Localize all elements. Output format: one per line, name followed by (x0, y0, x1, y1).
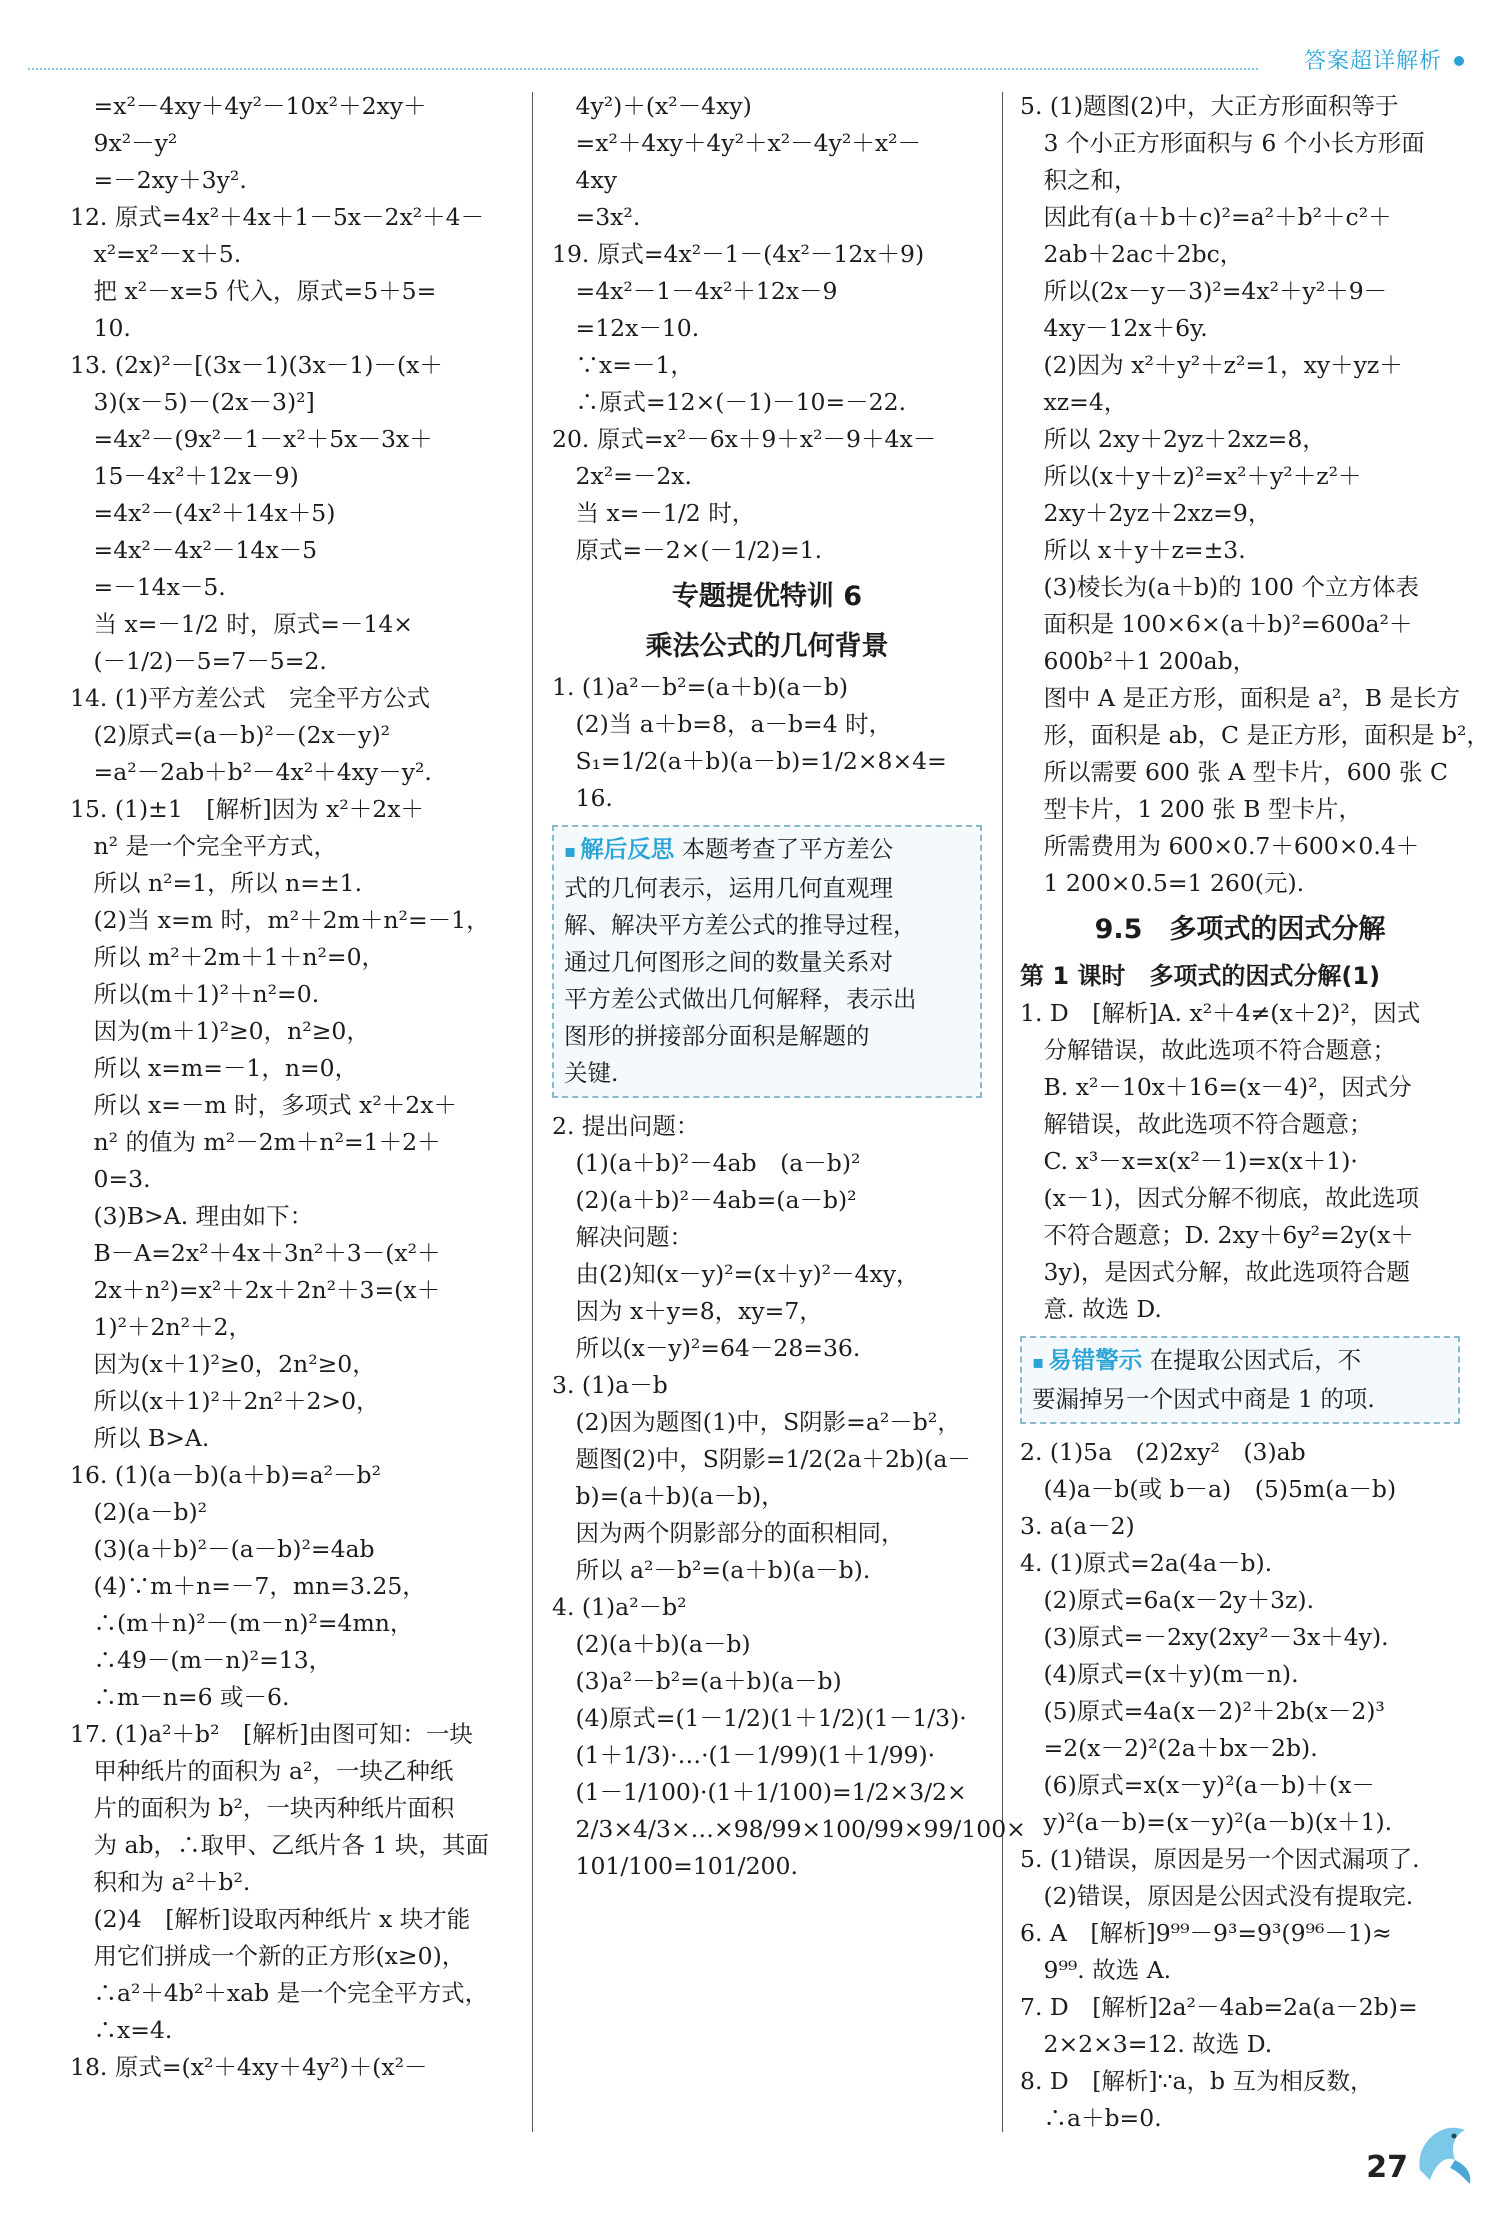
text-line: 要漏掉另一个因式中商是 1 的项. (1032, 1385, 1375, 1413)
text-line: 9x²－y² (70, 129, 178, 157)
text-line: 面积是 100×6×(a＋b)²=600a²＋ (1020, 610, 1413, 638)
text-line: 4. (1)原式=2a(4a－b). (1020, 1549, 1273, 1577)
text-line: 题图(2)中，S阴影=1/2(2a＋2b)(a－ (552, 1445, 971, 1473)
text-line: ∴a＋b=0. (1020, 2104, 1162, 2132)
text-line: 4xy (552, 166, 617, 194)
text-line: 1)²＋2n²＋2， (70, 1313, 252, 1341)
text-line: =－2xy＋3y². (70, 166, 247, 194)
header-dot-icon (1454, 56, 1464, 66)
text-line: 所以(x＋1)²＋2n²＋2>0， (70, 1387, 380, 1415)
text-line: 解、解决平方差公式的推导过程， (564, 911, 917, 939)
text-line: =－14x－5. (70, 573, 226, 601)
text-line: (6)原式=x(x－y)²(a－b)＋(x－ (1020, 1771, 1375, 1799)
text-line: (2)4 [解析]设取丙种纸片 x 块才能 (70, 1905, 471, 1933)
text-line: (5)原式=4a(x－2)²＋2b(x－2)³ (1020, 1697, 1385, 1725)
text-line: 15－4x²＋12x－9) (70, 462, 299, 490)
text-line: =4x²－1－4x²＋12x－9 (552, 277, 838, 305)
text-line: 1. D [解析]A. x²＋4≠(x＋2)²，因式 (1020, 999, 1421, 1027)
text-line: n² 的值为 m²－2m＋n²=1＋2＋ (70, 1128, 441, 1156)
text-line: 所以(2x－y－3)²=4x²＋y²＋9－ (1020, 277, 1388, 305)
text-line: 由(2)知(x－y)²=(x＋y)²－4xy， (552, 1260, 920, 1288)
text-line: 4xy－12x＋6y. (1020, 314, 1208, 342)
text-line: 16. (552, 784, 613, 812)
text-line: C. x³－x=x(x²－1)=x(x＋1)· (1020, 1147, 1358, 1175)
text-line: =a²－2ab＋b²－4x²＋4xy－y². (70, 758, 432, 786)
text-line: 所以(x＋y＋z)²=x²＋y²＋z²＋ (1020, 462, 1362, 490)
text-line: 2/3×4/3×…×98/99×100/99×99/100× (552, 1815, 1026, 1843)
reflection-text (564, 835, 917, 1087)
text-line: (3)a²－b²=(a＋b)(a－b) (552, 1667, 842, 1695)
text-line: y)²(a－b)=(x－y)²(a－b)(x＋1). (1020, 1808, 1393, 1836)
text-line: 关键. (564, 1059, 619, 1087)
text-line: (2)原式=(a－b)²－(2x－y)² (70, 721, 391, 749)
text-line: 18. 原式=(x²＋4xy＋4y²)＋(x²－ (70, 2053, 428, 2081)
text-line: 所以 a²－b²=(a＋b)(a－b). (552, 1556, 871, 1584)
answer-block (552, 88, 982, 569)
text-line: 所以 n²=1，所以 n=±1. (70, 869, 363, 897)
text-line: 型卡片，1 200 张 B 型卡片， (1020, 795, 1362, 823)
text-line: 5. (1)题图(2)中，大正方形面积等于 (1020, 92, 1399, 120)
answer-block (1020, 995, 1460, 1328)
text-line: 不符合题意；D. 2xy＋6y²=2y(x＋ (1020, 1221, 1414, 1249)
text-line: (4)a－b(或 b－a) (5)5m(a－b) (1020, 1475, 1397, 1503)
text-line: (2)当 a＋b=8，a－b=4 时， (552, 710, 893, 738)
text-line: (2)(a＋b)(a－b) (552, 1630, 751, 1658)
text-line: S₁=1/2(a＋b)(a－b)=1/2×8×4= (552, 747, 947, 775)
page-number: 27 (1366, 2150, 1408, 2185)
text-line: 积和为 a²＋b². (70, 1868, 251, 1896)
text-line: (1＋1/3)·…·(1－1/99)(1＋1/99)· (552, 1741, 936, 1769)
text-line: (2)(a－b)² (70, 1498, 208, 1526)
text-line: 20. 原式=x²－6x＋9＋x²－9＋4x－ (552, 425, 937, 453)
section-title: 9.5 多项式的因式分解 (1094, 914, 1386, 945)
text-line: 形，面积是 ab，C 是正方形，面积是 b²， (1020, 721, 1490, 749)
text-line: (2)(a＋b)²－4ab=(a－b)² (552, 1186, 857, 1214)
text-line: 本题考查了平方差公 (681, 835, 894, 863)
text-line: 式的几何表示，运用几何直观理 (564, 874, 893, 902)
text-line: (3)B>A. 理由如下： (70, 1202, 314, 1230)
text-line: 图形的拼接部分面积是解题的 (564, 1022, 870, 1050)
text-line: 2xy＋2yz＋2xz=9， (1020, 499, 1272, 527)
text-line: 5. (1)错误，原因是另一个因式漏项了. (1020, 1845, 1420, 1873)
text-line: 所以需要 600 张 A 型卡片，600 张 C (1020, 758, 1448, 786)
section-title: 专题提优特训 6 (671, 581, 863, 612)
text-line: 片的面积为 b²，一块丙种纸片面积 (70, 1794, 455, 1822)
text-line: ∴a²＋4b²＋xab 是一个完全平方式， (70, 1979, 489, 2007)
text-line: ∴m－n=6 或－6. (70, 1683, 290, 1711)
text-line: 因为 x＋y=8，xy=7， (552, 1297, 823, 1325)
text-line: 解错误，故此选项不符合题意； (1020, 1110, 1373, 1138)
text-line: =3x². (552, 203, 641, 231)
text-line: 7. D [解析]2a²－4ab=2a(a－2b)= (1020, 1993, 1418, 2021)
text-line: (2)当 x=m 时，m²＋2m＋n²=－1， (70, 906, 490, 934)
text-line: (1－1/100)·(1＋1/100)=1/2×3/2× (552, 1778, 967, 1806)
warning-box (1020, 1336, 1460, 1424)
text-line: 通过几何图形之间的数量关系对 (564, 948, 893, 976)
text-line: (2)原式=6a(x－2y＋3z). (1020, 1586, 1315, 1614)
text-line: 甲种纸片的面积为 a²，一块乙种纸 (70, 1757, 454, 1785)
lesson-title: 第 1 课时 多项式的因式分解(1) (1020, 962, 1381, 990)
text-line: (4)∵m＋n=－7，mn=3.25， (70, 1572, 426, 1600)
text-line: 在提取公因式后，不 (1149, 1346, 1362, 1374)
text-line: (3)原式=－2xy(2xy²－3x＋4y). (1020, 1623, 1389, 1651)
text-line: (4)原式=(x＋y)(m－n). (1020, 1660, 1299, 1688)
text-line: 15. (1)±1 [解析]因为 x²＋2x＋ (70, 795, 424, 823)
text-line: 图中 A 是正方形，面积是 a²，B 是长方 (1020, 684, 1461, 712)
text-line: 2. 提出问题： (552, 1112, 700, 1140)
text-line: 3 个小正方形面积与 6 个小长方形面 (1020, 129, 1425, 157)
text-line: 把 x²－x=5 代入，原式=5＋5= (70, 277, 437, 305)
reflection-box (552, 825, 982, 1098)
text-line: 当 x=－1/2 时， (552, 499, 756, 527)
text-line: 平方差公式做出几何解释，表示出 (564, 985, 917, 1013)
text-line: =x²＋4xy＋4y²＋x²－4y²＋x²－ (552, 129, 921, 157)
text-line: ∵x=－1， (552, 351, 694, 379)
text-line: 1. (1)a²－b²=(a＋b)(a－b) (552, 673, 849, 701)
text-line: 16. (1)(a－b)(a＋b)=a²－b² (70, 1461, 381, 1489)
text-line: ∴(m＋n)²－(m－n)²=4mn， (70, 1609, 414, 1637)
text-line: 因此有(a＋b＋c)²=a²＋b²＋c²＋ (1020, 203, 1392, 231)
text-line: (－1/2)－5=7－5=2. (70, 647, 327, 675)
text-line: 因为(m＋1)²≥0，n²≥0， (70, 1017, 370, 1045)
text-line: 9⁹⁹. 故选 A. (1020, 1956, 1172, 1984)
text-line: 14. (1)平方差公式 完全平方公式 (70, 684, 431, 712)
text-line: ∴原式=12×(－1)－10=－22. (552, 388, 907, 416)
text-line: 为 ab，∴取甲、乙纸片各 1 块，其面 (70, 1831, 489, 1859)
header-rule (28, 68, 1258, 70)
text-line: 所以 2xy＋2yz＋2xz=8， (1020, 425, 1326, 453)
text-line: =2(x－2)²(2a＋bx－2b). (1020, 1734, 1318, 1762)
text-line: ∴49－(m－n)²=13， (70, 1646, 333, 1674)
warning-label: ▪ 易错警示 (1032, 1346, 1142, 1374)
text-line: 当 x=－1/2 时，原式=－14× (70, 610, 413, 638)
answer-block (1020, 88, 1490, 902)
header-title: 答案超详解析 (1303, 49, 1442, 74)
text-line: b)=(a＋b)(a－b)， (552, 1482, 785, 1510)
text-line: 8. D [解析]∵a，b 互为相反数， (1020, 2067, 1374, 2095)
text-line: (3)棱长为(a＋b)的 100 个立方体表 (1020, 573, 1419, 601)
text-line: (2)因为题图(1)中，S阴影=a²－b²， (552, 1408, 961, 1436)
text-line: 6. A [解析]9⁹⁹－9³=9³(9⁹⁶－1)≈ (1020, 1919, 1392, 1947)
text-line: B. x²－10x＋16=(x－4)²，因式分 (1020, 1073, 1412, 1101)
text-line: 0=3. (70, 1165, 151, 1193)
text-line: 所需费用为 600×0.7＋600×0.4＋ (1020, 832, 1420, 860)
text-line: 12. 原式=4x²＋4x＋1－5x－2x²＋4－ (70, 203, 485, 231)
text-line: 因为两个阴影部分的面积相同， (552, 1519, 905, 1547)
text-line: n² 是一个完全平方式， (70, 832, 338, 860)
text-line: (4)原式=(1－1/2)(1＋1/2)(1－1/3)· (552, 1704, 967, 1732)
text-line: 2x²=－2x. (552, 462, 692, 490)
text-line: x²=x²－x＋5. (70, 240, 242, 268)
text-line: 所以(m＋1)²＋n²=0. (70, 980, 320, 1008)
text-line: (x－1)，因式分解不彻底，故此选项 (1020, 1184, 1420, 1212)
answer-block (1020, 1434, 1460, 2137)
text-line: =4x²－(4x²＋14x＋5) (70, 499, 336, 527)
text-line: (2)因为 x²＋y²＋z²=1，xy＋yz＋ (1020, 351, 1403, 379)
text-line: 所以(x－y)²=64－28=36. (552, 1334, 861, 1362)
answer-block (552, 669, 982, 817)
reflection-label: ▪ 解后反思 (564, 835, 674, 863)
text-line: 原式=－2×(－1/2)=1. (552, 536, 823, 564)
text-line: 所以 B>A. (70, 1424, 210, 1452)
text-line: 3y)，是因式分解，故此选项符合题 (1020, 1258, 1410, 1286)
text-line: 用它们拼成一个新的正方形(x≥0)， (70, 1942, 466, 1970)
text-line: 因为(x＋1)²≥0，2n²≥0， (70, 1350, 376, 1378)
text-line: 10. (70, 314, 131, 342)
column-divider (532, 92, 533, 2132)
text-line: 所以 m²＋2m＋1＋n²=0， (70, 943, 386, 971)
text-line: xz=4， (1020, 388, 1128, 416)
text-line: (1)(a＋b)²－4ab (a－b)² (552, 1149, 861, 1177)
text-line: 所以 x＋y＋z=±3. (1020, 536, 1246, 564)
text-line: =x²－4xy＋4y²－10x²＋2xy＋ (70, 92, 427, 120)
answer-column-1 (70, 88, 510, 2086)
text-line: 所以 x=m=－1，n=0， (70, 1054, 359, 1082)
text-line: 2ab＋2ac＋2bc， (1020, 240, 1244, 268)
text-line: =4x²－4x²－14x－5 (70, 536, 318, 564)
answer-block (552, 1108, 1026, 1885)
text-line: 分解错误，故此选项不符合题意； (1020, 1036, 1396, 1064)
text-line: 101/100=101/200. (552, 1852, 798, 1880)
text-line: 2×2×3=12. 故选 D. (1020, 2030, 1273, 2058)
section-subtitle: 乘法公式的几何背景 (645, 631, 889, 662)
answer-column-3 (1020, 88, 1490, 2137)
text-line: 17. (1)a²＋b² [解析]由图可知：一块 (70, 1720, 473, 1748)
text-line: 3. (1)a－b (552, 1371, 668, 1399)
text-line: 2. (1)5a (2)2xy² (3)ab (1020, 1438, 1306, 1466)
text-line: 解决问题： (552, 1223, 693, 1251)
text-line: 13. (2x)²－[(3x－1)(3x－1)－(x＋ (70, 351, 443, 379)
text-line: 600b²＋1 200ab， (1020, 647, 1257, 675)
text-line: 2x＋n²)=x²＋2x＋2n²＋3=(x＋ (70, 1276, 441, 1304)
text-line: B－A=2x²＋4x＋3n²＋3－(x²＋ (70, 1239, 441, 1267)
text-line: =4x²－(9x²－1－x²＋5x－3x＋ (70, 425, 433, 453)
text-line: 19. 原式=4x²－1－(4x²－12x＋9) (552, 240, 925, 268)
text-line: 意. 故选 D. (1020, 1295, 1162, 1323)
text-line: 4y²)＋(x²－4xy) (552, 92, 752, 120)
text-line: 积之和， (1020, 166, 1138, 194)
text-line: =12x－10. (552, 314, 700, 342)
text-line: (2)错误，原因是公因式没有提取完. (1020, 1882, 1414, 1910)
dolphin-icon (1410, 2110, 1480, 2190)
text-line: 3)(x－5)－(2x－3)²] (70, 388, 315, 416)
text-line: (3)(a＋b)²－(a－b)²=4ab (70, 1535, 375, 1563)
answer-column-2 (552, 88, 1026, 1885)
text-line: 3. a(a－2) (1020, 1512, 1135, 1540)
text-line: 1 200×0.5=1 260(元). (1020, 869, 1305, 897)
text-line: 4. (1)a²－b² (552, 1593, 687, 1621)
text-line: ∴x=4. (70, 2016, 173, 2044)
text-line: 所以 x=－m 时，多项式 x²＋2x＋ (70, 1091, 458, 1119)
